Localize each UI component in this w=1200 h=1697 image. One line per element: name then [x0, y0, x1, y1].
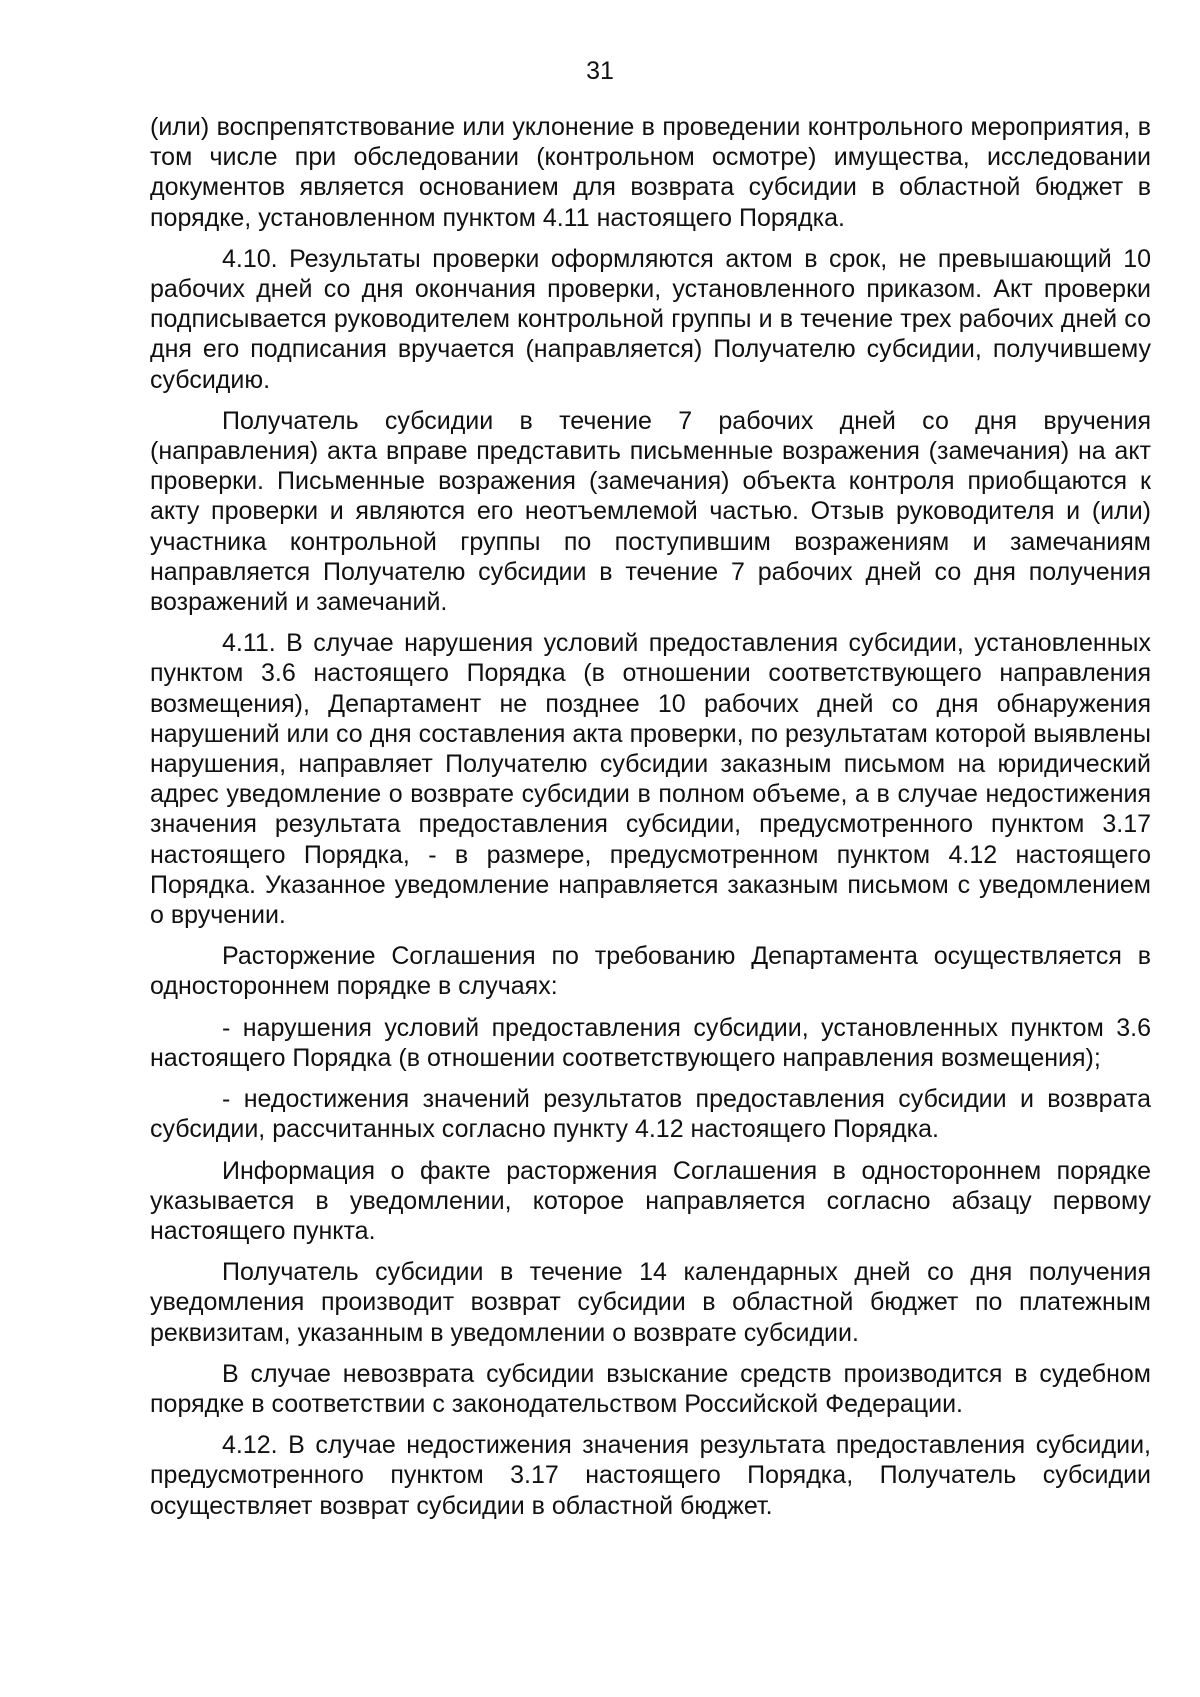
paragraph-termination-info: Информация о факте расторжения Соглашения в одностороннем порядке указывается в уведомлении, которое направляется согласно абзацу первому настоящего пункта. [150, 1156, 1151, 1245]
list-item-violation: - нарушения условий предоставления субсидии, установленных пунктом 3.6 настоящего Порядка (в отношении соответствующего направления возмещения); [150, 1013, 1151, 1072]
paragraph-4-12: 4.12. В случае недостижения значения результата предоставления субсидии, предусмотренного пунктом 3.17 настоящего Порядка, Получатель субсидии осуществляет возврат субсидии в областной бюджет. [150, 1431, 1151, 1520]
paragraph-objections: Получатель субсидии в течение 7 рабочих дней со дня вручения (направления) акта вправе представить письменные возражения (замечания) на акт проверки. Письменные возражения (замечания) объекта контроля приобщаются к акту проверки и являются его неотъемлемой частью. Отзыв руководителя и (или) участника контрольной группы по поступившим возражениям и замечаниям направляется Получателю субсидии в течение 7 рабочих дней со дня получения возражений и замечаний. [150, 406, 1151, 617]
paragraph-continuation: (или) воспрепятствование или уклонение в проведении контрольного мероприятия, в том числе при обследовании (контрольном осмотре) имущества, исследовании документов является основанием для возврата субсидии в областной бюджет в порядке, установленном пунктом 4.11 настоящего Порядка. [150, 113, 1151, 232]
paragraph-4-11: 4.11. В случае нарушения условий предоставления субсидии, установленных пунктом 3.6 настоящего Порядка (в отношении соответствующего направления возмещения), Департамент не позднее 10 рабочих дней со дня обнаружения нарушений или со дня составления акта проверки, по результатам которой выявлены нарушения, направляет Получателю субсидии заказным письмом на юридический адрес уведомление о возврате субсидии в полном объеме, а в случае недостижения значения результата предоставления субсидии, предусмотренного пунктом 3.17 настоящего Порядка, - в размере, предусмотренном пунктом 4.12 настоящего Порядка. Указанное уведомление направляется заказным письмом с уведомлением о вручении. [150, 629, 1151, 930]
paragraph-termination: Расторжение Соглашения по требованию Департамента осуществляется в одностороннем порядке в случаях: [150, 942, 1151, 1001]
document-body [150, 112, 1151, 1532]
paragraph-refund-deadline: Получатель субсидии в течение 14 календарных дней со дня получения уведомления производит возврат субсидии в областной бюджет по платежным реквизитам, указанным в уведомлении о возврате субсидии. [150, 1258, 1151, 1347]
paragraph-4-10: 4.10. Результаты проверки оформляются актом в срок, не превышающий 10 рабочих дней со дня окончания проверки, установленного приказом. Акт проверки подписывается руководителем контрольной группы и в течение трех рабочих дней со дня его подписания вручается (направляется) Получателю субсидии, получившему субсидию. [150, 244, 1151, 394]
paragraph-court-recovery: В случае невозврата субсидии взыскание средств производится в судебном порядке в соответствии с законодательством Российской Федерации. [150, 1359, 1151, 1418]
page-number: 31 [586, 57, 614, 85]
list-item-non-achievement: - недостижения значений результатов предоставления субсидии и возврата субсидии, рассчитанных согласно пункту 4.12 настоящего Порядка. [150, 1085, 1151, 1144]
